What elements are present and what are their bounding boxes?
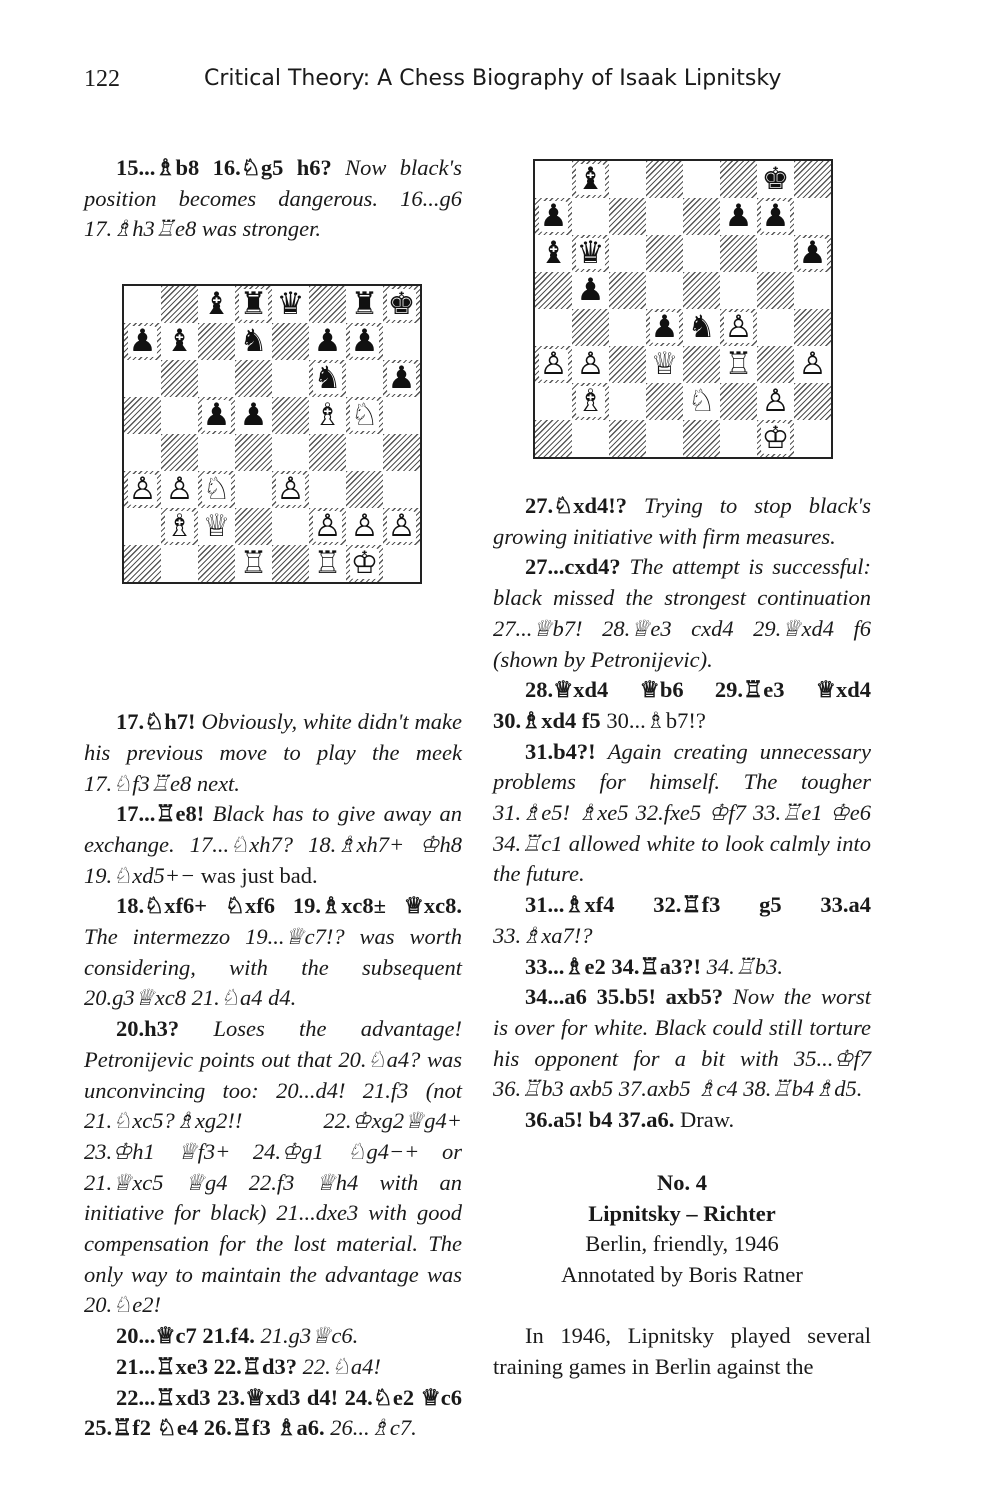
board-square [720, 272, 757, 309]
comment-text: The intermezzo 19...♕c7!? was worth considering, with the subsequent 20.g3♕xc8 21.♘a4 d4. [84, 924, 462, 1011]
board-square [272, 397, 309, 434]
black-bishop-icon: ♝ [202, 286, 231, 322]
board-square [609, 383, 646, 420]
annotation-paragraph [493, 552, 871, 675]
board-square [346, 286, 383, 323]
board-square [124, 397, 161, 434]
board-square [720, 420, 757, 457]
comment-text: Now the worst is over for white. Black could still torture his opponent for a bit with 35...♔f7 36.♖b3 axb5 37.axb5 ♗c4 38.♖b4♗d5. [493, 984, 871, 1102]
board-square [720, 161, 757, 198]
white-pawn-icon: ♙ [276, 471, 305, 507]
board-square [535, 383, 572, 420]
white-pawn-icon: ♙ [798, 346, 827, 382]
board-square [683, 420, 720, 457]
board-square [720, 346, 757, 383]
board-square [198, 286, 235, 323]
board-square [346, 434, 383, 471]
board-square [161, 286, 198, 323]
board-square [572, 383, 609, 420]
white-pawn-icon: ♙ [313, 508, 342, 544]
board-square [646, 235, 683, 272]
annotation-paragraph [493, 491, 871, 552]
board-square [235, 286, 272, 323]
white-pawn-icon: ♙ [387, 508, 416, 544]
comment-text: 26...♗c7. [330, 1415, 417, 1441]
board-square [383, 471, 420, 508]
black-pawn-icon: ♟ [761, 198, 790, 234]
annotation-paragraph [84, 707, 462, 799]
black-pawn-icon: ♟ [202, 397, 231, 433]
move-text: 31.b4?! [525, 738, 596, 764]
board-square [720, 383, 757, 420]
board-square [272, 508, 309, 545]
black-pawn-icon: ♟ [724, 198, 753, 234]
board-square [124, 434, 161, 471]
board-square [794, 309, 831, 346]
board-square [683, 198, 720, 235]
board-square [235, 323, 272, 360]
board-square [198, 397, 235, 434]
board-square [124, 471, 161, 508]
game-header [493, 1168, 871, 1291]
board-square [757, 346, 794, 383]
chess-diagram-2 [533, 159, 833, 459]
intro-paragraph: In 1946, Lipnitsky played several training games in Berlin against the [493, 1323, 871, 1379]
game-number: No. 4 [657, 1170, 707, 1195]
board-square [198, 360, 235, 397]
board-square [235, 397, 272, 434]
white-pawn-icon: ♙ [128, 471, 157, 507]
board-square [794, 383, 831, 420]
black-pawn-icon: ♟ [239, 397, 268, 433]
move-text: 15...♗b8 16.♘g5 h6? [116, 155, 332, 180]
board-square [161, 323, 198, 360]
annotation-paragraph [84, 891, 462, 1014]
annotation-paragraph [84, 1014, 462, 1321]
white-pawn-icon: ♙ [724, 309, 753, 345]
right-column [493, 491, 871, 1136]
board-square [683, 383, 720, 420]
annotation-paragraph [84, 799, 462, 891]
board-square [572, 272, 609, 309]
board-square [309, 434, 346, 471]
white-pawn-icon: ♙ [539, 346, 568, 382]
black-bishop-icon: ♝ [165, 323, 194, 359]
board-square [609, 346, 646, 383]
board-square [124, 545, 161, 582]
plain-text: Draw. [680, 1107, 735, 1133]
black-knight-icon: ♞ [239, 323, 268, 359]
white-pawn-icon: ♙ [761, 383, 790, 419]
board-square [646, 309, 683, 346]
board-square [235, 360, 272, 397]
board-square [646, 383, 683, 420]
comment-text: 21.g3♕c6. [260, 1323, 359, 1349]
board-square [757, 161, 794, 198]
white-rook-icon: ♖ [724, 346, 753, 382]
move-text: 20...♕c7 21.f4. [116, 1323, 255, 1349]
game-event: Berlin, friendly, 1946 [585, 1231, 779, 1257]
black-pawn-icon: ♟ [350, 323, 379, 359]
board-square [383, 397, 420, 434]
white-queen-icon: ♕ [202, 508, 231, 544]
black-queen-icon: ♛ [576, 235, 605, 271]
comment-text: Now black's position becomes dangerous. 16...g6 17.♗h3♖e8 was stronger. [84, 155, 462, 242]
board-square [124, 508, 161, 545]
comment-text: Obviously, white didn't make his previous move to play the meek 17.♘f3♖e8 next. [84, 709, 462, 796]
board-square [683, 161, 720, 198]
board-square [346, 508, 383, 545]
white-bishop-icon: ♗ [165, 508, 194, 544]
move-text: 20.h3? [116, 1016, 180, 1042]
black-pawn-icon: ♟ [539, 198, 568, 234]
board-square [309, 323, 346, 360]
board-square [346, 471, 383, 508]
move-text: 31...♗xf4 32.♖f3 g5 33.a4 [525, 892, 871, 918]
game-intro [493, 1321, 871, 1382]
running-title: Critical Theory: A Chess Biography of Isaak Lipnitsky [204, 66, 782, 91]
comment-text: 22.♘a4! [302, 1353, 381, 1379]
black-pawn-icon: ♟ [128, 323, 157, 359]
board-square [272, 471, 309, 508]
board-square [124, 286, 161, 323]
board-square [272, 545, 309, 582]
board-square [794, 235, 831, 272]
white-pawn-icon: ♙ [350, 508, 379, 544]
board-square [383, 545, 420, 582]
move-text: 27.♘xd4!? [525, 493, 628, 518]
board-square [572, 161, 609, 198]
board-square [535, 346, 572, 383]
board-square [235, 434, 272, 471]
white-queen-icon: ♕ [650, 346, 679, 382]
board-square [794, 272, 831, 309]
plain-text: was just bad. [200, 862, 318, 888]
move-text: 17...♖e8! [116, 801, 205, 827]
board-square [609, 198, 646, 235]
board-square [309, 286, 346, 323]
comment-text: The attempt is successful: black missed the strongest continuation 27...♕b7! 28.♕e3 cxd4 29.♕xd4 f6 (shown by Petronijevic). [493, 554, 871, 672]
annotation-paragraph [493, 982, 871, 1105]
board-square [646, 346, 683, 383]
white-bishop-icon: ♗ [576, 383, 605, 419]
board-square [794, 420, 831, 457]
board-square [757, 383, 794, 420]
board-square [720, 235, 757, 272]
board-square [720, 198, 757, 235]
black-knight-icon: ♞ [313, 360, 342, 396]
board-square [383, 508, 420, 545]
move-text: 34...a6 35.b5! axb5? [525, 984, 724, 1010]
annotation-paragraph [84, 1352, 462, 1383]
board-square [572, 198, 609, 235]
black-rook-icon: ♜ [350, 286, 379, 322]
board-square [646, 420, 683, 457]
move-text: 27...cxd4? [525, 554, 621, 580]
board-square [198, 434, 235, 471]
white-pawn-icon: ♙ [165, 471, 194, 507]
board-square [683, 272, 720, 309]
annotation-paragraph [493, 1105, 871, 1136]
annotation-paragraph [493, 737, 871, 891]
board-square [235, 508, 272, 545]
board-square [309, 360, 346, 397]
white-king-icon: ♔ [761, 420, 790, 456]
board-square [383, 323, 420, 360]
board-square [346, 545, 383, 582]
board-square [346, 323, 383, 360]
board-square [609, 161, 646, 198]
move-text: 21...♖xe3 22.♖d3? [116, 1353, 297, 1379]
game-annotator: Annotated by Boris Ratner [561, 1262, 803, 1288]
board-square [235, 471, 272, 508]
board-square [646, 198, 683, 235]
board-square [309, 397, 346, 434]
black-bishop-icon: ♝ [576, 161, 605, 197]
board-square [235, 545, 272, 582]
white-pawn-icon: ♙ [576, 346, 605, 382]
black-pawn-icon: ♟ [576, 272, 605, 308]
board-square [383, 286, 420, 323]
board-square [757, 309, 794, 346]
annotation-paragraph [493, 952, 871, 983]
comment-text: Again creating unnecessary problems for himself. The tougher 31.♗e5! ♗xe5 32.fxe5 ♔f7 33.♖e1 ♔e6 34.♖c1 allowed white to look calmly into the future. [493, 738, 872, 887]
white-knight-icon: ♘ [202, 471, 231, 507]
move-text: 36.a5! b4 37.a6. [525, 1107, 675, 1133]
board-square [124, 323, 161, 360]
black-rook-icon: ♜ [239, 286, 268, 322]
move-text: 28.♕xd4 ♕b6 29.♖e3 ♕xd4 30.♗xd4 f5 [493, 677, 871, 733]
move-text: 17.♘h7! [116, 709, 196, 735]
board-square [757, 198, 794, 235]
board-square [757, 272, 794, 309]
board-square [572, 346, 609, 383]
board-square [198, 471, 235, 508]
annotation-paragraph [84, 1321, 462, 1352]
board-square [198, 323, 235, 360]
board-square [309, 508, 346, 545]
board-square [309, 545, 346, 582]
black-knight-icon: ♞ [687, 309, 716, 345]
board-square [161, 471, 198, 508]
board-square [272, 323, 309, 360]
move-text: 18.♘xf6+ ♘xf6 19.♗xc8± ♕xc8. [116, 893, 462, 919]
white-rook-icon: ♖ [313, 545, 342, 581]
board-square [272, 360, 309, 397]
board-square [272, 434, 309, 471]
board-square [272, 286, 309, 323]
board-square [346, 397, 383, 434]
board-square [161, 545, 198, 582]
board-square [346, 360, 383, 397]
board-square [198, 545, 235, 582]
comment-text: Trying to stop black's growing initiative with firm measures. [493, 493, 871, 549]
board-square [198, 508, 235, 545]
board-square [683, 309, 720, 346]
board-square [535, 198, 572, 235]
comment-text: 33.♗xa7!? [493, 922, 593, 948]
move-text: 33...♗e2 34.♖a3?! [525, 953, 701, 979]
board-square [609, 309, 646, 346]
board-square [572, 309, 609, 346]
board-square [794, 198, 831, 235]
black-king-icon: ♚ [387, 286, 416, 322]
black-pawn-icon: ♟ [650, 309, 679, 345]
board-square [535, 235, 572, 272]
black-king-icon: ♚ [761, 161, 790, 197]
board-square [383, 434, 420, 471]
black-pawn-icon: ♟ [798, 235, 827, 271]
board-square [646, 272, 683, 309]
comment-text: 34.♖b3. [706, 953, 783, 979]
board-square [309, 471, 346, 508]
chess-diagram-1 [122, 284, 422, 584]
board-square [683, 235, 720, 272]
board-square [609, 420, 646, 457]
annotation-paragraph [493, 675, 871, 736]
plain-text: 30...♗b7!? [606, 707, 706, 733]
board-square [609, 272, 646, 309]
annotation-paragraph [84, 1383, 462, 1444]
board-square [757, 235, 794, 272]
board-square [161, 508, 198, 545]
board-square [794, 346, 831, 383]
board-square [161, 360, 198, 397]
board-square [609, 235, 646, 272]
page-number: 122 [84, 66, 120, 92]
white-bishop-icon: ♗ [313, 397, 342, 433]
comment-text: Black has to give away an exchange. 17...♘xh7? 18.♗xh7+ ♔h8 19.♘xd5+− [84, 801, 463, 888]
black-bishop-icon: ♝ [539, 235, 568, 271]
black-pawn-icon: ♟ [313, 323, 342, 359]
board-square [757, 420, 794, 457]
board-square [683, 346, 720, 383]
board-square [383, 360, 420, 397]
board-square [572, 235, 609, 272]
game-players: Lipnitsky – Richter [588, 1200, 776, 1226]
white-knight-icon: ♘ [350, 397, 379, 433]
black-pawn-icon: ♟ [387, 360, 416, 396]
board-square [535, 272, 572, 309]
white-king-icon: ♔ [350, 545, 379, 581]
board-square [535, 161, 572, 198]
board-square [720, 309, 757, 346]
board-square [794, 161, 831, 198]
black-queen-icon: ♛ [276, 286, 305, 322]
board-square [646, 161, 683, 198]
board-square [124, 360, 161, 397]
board-square [572, 420, 609, 457]
board-square [535, 309, 572, 346]
white-rook-icon: ♖ [239, 545, 268, 581]
move-text: 22...♖xd3 23.♕xd3 d4! 24.♘e2 ♕c6 25.♖f2 ♘e4 26.♖f3 ♗a6. [84, 1384, 462, 1441]
white-knight-icon: ♘ [687, 383, 716, 419]
board-square [161, 434, 198, 471]
comment-text: Loses the advantage! Petronijevic points out that 20.♘a4? was unconvincing too: 20...d4! 21.f3 (not 21.♘xc5?♗xg2!! 22.♔xg2♕g4+ 23.♔h1 ♕f3+ 24.♔g1 ♘g4−+ or 21.♕xc5 ♕g4 22.f3 ♕h4 with an initiative for black) 21...dxe3 with good compensation for the lost material. The only way to maintain the advantage was 20.♘e2! [84, 1016, 462, 1318]
annotation-paragraph [493, 890, 871, 951]
board-square [161, 397, 198, 434]
board-square [535, 420, 572, 457]
annotation-paragraph [84, 153, 462, 245]
